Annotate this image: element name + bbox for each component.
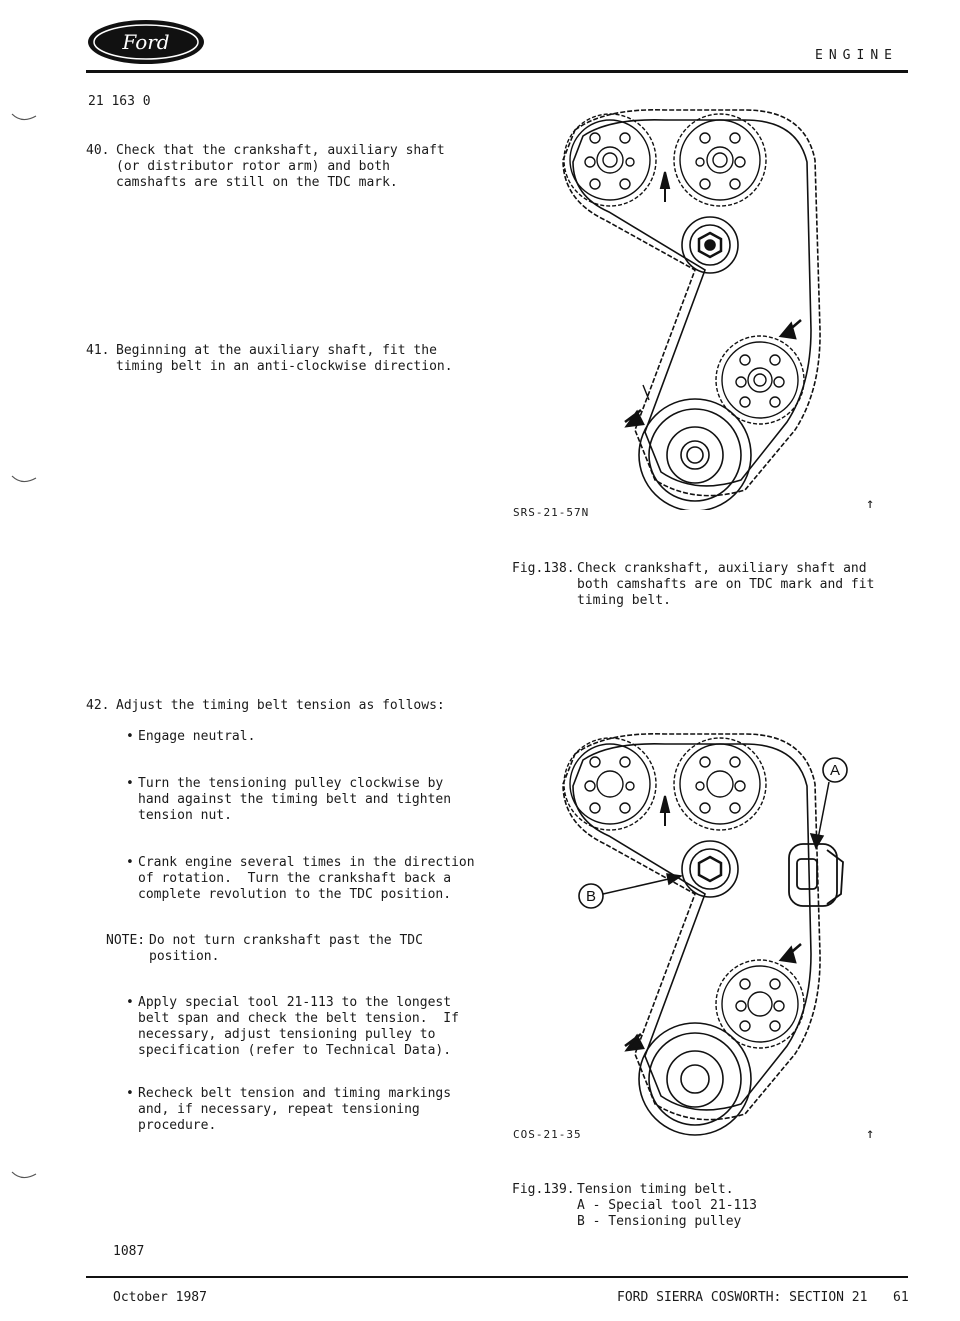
figure-139-belt-diagram bbox=[545, 724, 855, 1144]
tdc-arrow-icon bbox=[661, 172, 669, 202]
bullet-dot: • bbox=[126, 995, 134, 1010]
footer-page-number: 61 bbox=[893, 1290, 909, 1305]
document-reference: 21 163 0 bbox=[88, 94, 151, 109]
figure-139-caption bbox=[512, 1182, 912, 1238]
step-40 bbox=[86, 143, 486, 193]
camshaft-pulley-left bbox=[564, 738, 656, 830]
bullet-text: Engage neutral. bbox=[138, 729, 256, 744]
caption-text: Tension timing belt. A - Special tool 21-113 B - Tensioning pulley bbox=[577, 1182, 758, 1229]
step-41 bbox=[86, 343, 486, 377]
footer-date: October 1987 bbox=[113, 1290, 207, 1305]
step-text: Adjust the timing belt tension as follows: bbox=[116, 698, 445, 713]
margin-mark bbox=[10, 110, 40, 130]
bullet-item bbox=[126, 855, 506, 903]
bullet-text: Crank engine several times in the direction of rotation. Turn the crankshaft back a complete revolution to the TDC position. bbox=[138, 855, 475, 902]
bullet-item bbox=[126, 729, 506, 777]
caption-label: Fig.138. bbox=[512, 561, 575, 576]
timing-mark-arrow-icon bbox=[781, 320, 801, 338]
timing-mark-arrow-icon bbox=[781, 944, 801, 962]
bullet-item bbox=[126, 776, 506, 824]
bullet-dot: • bbox=[126, 855, 134, 870]
tensioner-pulley bbox=[682, 217, 738, 273]
arrow-up-icon: ↑ bbox=[866, 1126, 875, 1142]
note bbox=[106, 933, 506, 981]
label-b-callout bbox=[579, 874, 681, 908]
camshaft-pulley-right bbox=[674, 738, 766, 830]
special-tool-21-113 bbox=[789, 844, 843, 906]
label-b: B bbox=[585, 888, 597, 905]
caption-text: Check crankshaft, auxiliary shaft and both camshafts are on TDC mark and fit timing belt. bbox=[577, 561, 875, 608]
ford-logo-text: Ford bbox=[122, 30, 170, 54]
arrow-up-icon: ↑ bbox=[866, 496, 875, 512]
label-a: A bbox=[829, 762, 841, 779]
bullet-item bbox=[126, 1086, 506, 1134]
bullet-text: Turn the tensioning pulley clockwise by hand against the timing belt and tighten tension nut. bbox=[138, 776, 452, 823]
step-number: 40. bbox=[86, 143, 110, 158]
bullet-text: Recheck belt tension and timing markings and, if necessary, repeat tensioning procedure. bbox=[138, 1086, 452, 1133]
figure-code: SRS-21-57N bbox=[513, 506, 590, 519]
tdc-arrow-icon bbox=[661, 796, 669, 826]
bullet-dot: • bbox=[126, 729, 134, 744]
margin-mark bbox=[10, 1168, 40, 1188]
caption-label: Fig.139. bbox=[512, 1182, 575, 1197]
label-a-callout bbox=[811, 758, 847, 848]
step-number: 42. bbox=[86, 698, 110, 713]
figure-138-belt-diagram bbox=[545, 100, 845, 510]
section-title: ENGINE bbox=[815, 48, 898, 63]
bullet-dot: • bbox=[126, 1086, 134, 1101]
camshaft-pulley-left bbox=[564, 114, 656, 206]
footer-publication: FORD SIERRA COSWORTH: SECTION 21 bbox=[617, 1290, 868, 1305]
margin-mark bbox=[10, 472, 40, 492]
note-text: Do not turn crankshaft past the TDC position. bbox=[149, 933, 423, 964]
ford-logo bbox=[86, 18, 206, 66]
header-rule bbox=[86, 70, 908, 73]
step-number: 41. bbox=[86, 343, 110, 358]
step-42 bbox=[86, 698, 486, 716]
bullet-dot: • bbox=[126, 776, 134, 791]
bullet-text: Apply special tool 21-113 to the longest belt span and check the belt tension. If necessary, adjust tensioning pulley to specification (refer to Technical Data). bbox=[138, 995, 459, 1058]
step-text: Beginning at the auxiliary shaft, fit the timing belt in an anti-clockwise direction. bbox=[116, 343, 453, 374]
step-text: Check that the crankshaft, auxiliary shaft (or distributor rotor arm) and both camshafts are still on the TDC mark. bbox=[116, 143, 445, 190]
tensioner-pulley bbox=[682, 841, 738, 897]
crankshaft-pulley bbox=[639, 1023, 751, 1135]
crank-timing-arrow-icon bbox=[625, 410, 643, 426]
figure-138-caption bbox=[512, 561, 912, 617]
bullet-item bbox=[126, 995, 506, 1058]
note-label: NOTE: bbox=[106, 933, 146, 948]
page-code: 1087 bbox=[113, 1244, 145, 1259]
crank-timing-arrow-icon bbox=[625, 1034, 643, 1050]
footer-rule bbox=[86, 1276, 908, 1278]
camshaft-pulley-right bbox=[674, 114, 766, 206]
figure-code: COS-21-35 bbox=[513, 1128, 582, 1141]
